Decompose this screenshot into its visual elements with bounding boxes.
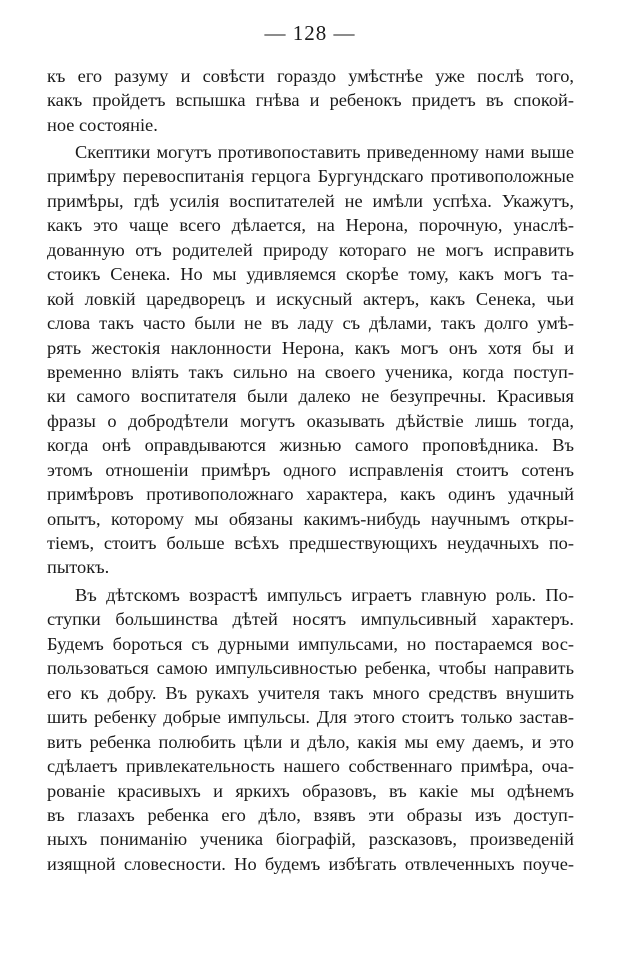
text-line: сдѣлаетъ привлекательность нашего собственнаго примѣра, оча-	[47, 756, 574, 777]
text-line: шить ребенку добрые импульсы. Для этого стоитъ только застав-	[47, 707, 574, 728]
text-line: изящной словесности. Но будемъ избѣгать отвлеченныхъ поуче-	[47, 853, 574, 874]
paragraph-skeptics	[47, 140, 574, 580]
text-line: примѣру перевоспитанiя герцога Бургундскаго противоположные	[47, 166, 574, 187]
text-line: слова такъ часто были не въ ладу съ дѣлами, такъ долго умѣ-	[47, 313, 574, 334]
text-line: кой ловкiй царедворецъ и искусный актеръ, какъ Сенека, чьи	[47, 288, 574, 309]
text-line: когда онѣ оправдываются жизнью самого проповѣдника. Въ	[47, 435, 574, 456]
text-line: фразы о добродѣтели могутъ оказывать дѣйствiе лишь тогда,	[47, 410, 574, 431]
paragraph-continuation	[47, 64, 574, 137]
text-line: ступки большинства дѣтей носятъ импульсивный характеръ.	[47, 609, 574, 630]
text-line: тiемъ, стоитъ больше всѣхъ предшествующихъ неудачныхъ по-	[47, 533, 574, 553]
text-line: рованiе красивыхъ и яркихъ образовъ, въ какiе мы одѣнемъ	[47, 780, 574, 801]
text-line: рять жестокiя наклонности Нерона, какъ могъ онъ хотя бы и	[47, 337, 574, 358]
text-line: его къ добру. Въ рукахъ учителя такъ много средствъ внушить	[47, 682, 574, 703]
text-line: Скептики могутъ противопоставить приведенному нами выше	[75, 142, 574, 162]
text-line: къ его разуму и совѣсти гораздо умѣстнѣе уже послѣ того,	[47, 66, 574, 86]
text-line: Будемъ бороться съ дурными импульсами, но постараемся вос-	[47, 633, 574, 654]
text-line: ное состоянiе.	[47, 114, 158, 135]
text-line: пытокъ.	[47, 557, 110, 578]
text-line: этомъ отношенiи примѣръ одного исправленiя стоитъ сотенъ	[47, 459, 574, 480]
text-line: стоикъ Сенека. Но мы удивляемся скорѣе тому, какъ могъ та-	[47, 264, 574, 285]
text-line: пользоваться самою импульсивностью ребенка, чтобы направить	[47, 658, 574, 679]
text-line: вить ребенка полюбить цѣли и дѣло, какiя мы ему даемъ, и это	[47, 731, 574, 752]
text-line: въ глазахъ ребенка его дѣло, взявъ эти образы изъ доступ-	[47, 804, 574, 825]
paragraph-childhood	[47, 583, 574, 876]
text-line: примѣровъ противоположнаго характера, какъ одинъ удачный	[47, 484, 574, 505]
text-line: примѣры, гдѣ усилiя воспитателей не имѣли успѣха. Укажутъ,	[47, 190, 574, 211]
text-line: какъ пройдетъ вспышка гнѣва и ребенокъ придетъ въ спокой-	[47, 90, 574, 111]
text-line: ныхъ пониманiю ученика бiографiй, разсказовъ, произведенiй	[47, 829, 574, 850]
text-line: опытъ, которому мы обязаны какимъ-нибудь научнымъ откры-	[47, 508, 574, 529]
text-line: ки самого воспитателя были далеко не безупречны. Красивыя	[47, 386, 574, 407]
text-line: дованную отъ родителей природу котораго не могъ исправить	[47, 239, 574, 260]
text-line: какъ это чаще всего дѣлается, на Нерона, порочную, унаслѣ-	[47, 215, 574, 236]
text-line: Въ дѣтскомъ возрастѣ импульсъ играетъ главную роль. По-	[75, 585, 574, 605]
page-number: — 128 —	[264, 21, 356, 45]
text-line: временно влiять такъ сильно на своего ученика, когда поступ-	[47, 361, 574, 382]
